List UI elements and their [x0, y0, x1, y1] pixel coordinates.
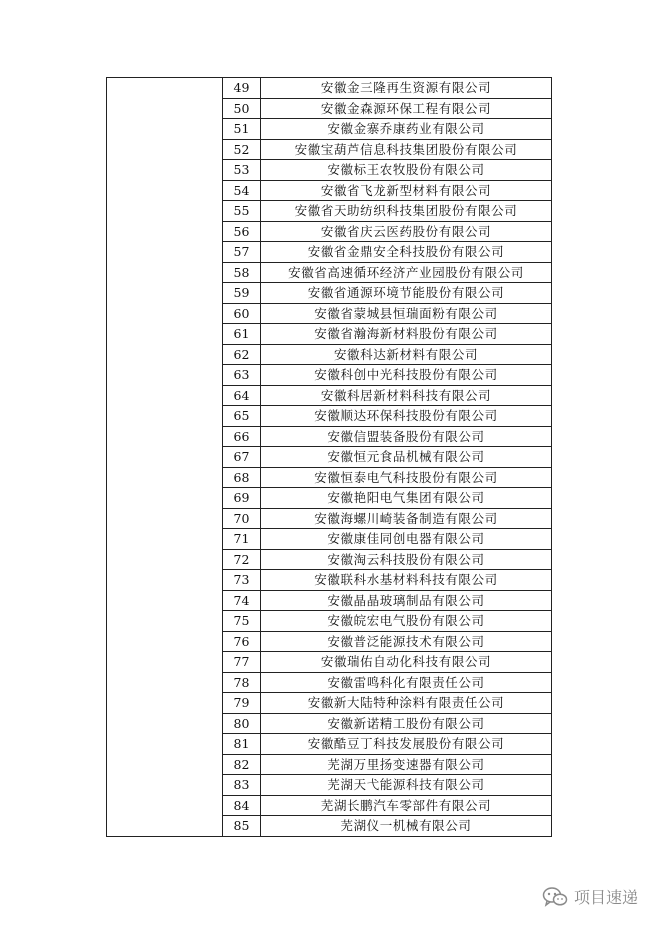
company-name: 安徽省蒙城县恒瑞面粉有限公司 [261, 303, 552, 324]
company-name: 安徽标王农牧股份有限公司 [261, 160, 552, 181]
row-number: 74 [223, 590, 261, 611]
row-number: 66 [223, 426, 261, 447]
company-name: 安徽科达新材料有限公司 [261, 344, 552, 365]
row-number: 73 [223, 570, 261, 591]
row-number: 85 [223, 816, 261, 837]
row-number: 57 [223, 242, 261, 263]
company-name: 安徽金森源环保工程有限公司 [261, 98, 552, 119]
row-number: 75 [223, 611, 261, 632]
row-number: 53 [223, 160, 261, 181]
watermark [542, 885, 638, 908]
row-number: 81 [223, 734, 261, 755]
row-number: 63 [223, 365, 261, 386]
row-number: 72 [223, 549, 261, 570]
company-name: 安徽酷豆丁科技发展股份有限公司 [261, 734, 552, 755]
row-number: 51 [223, 119, 261, 140]
row-number: 76 [223, 631, 261, 652]
row-number: 62 [223, 344, 261, 365]
row-number: 84 [223, 795, 261, 816]
company-name: 安徽恒泰电气科技股份有限公司 [261, 467, 552, 488]
table-row [107, 78, 552, 99]
row-number: 80 [223, 713, 261, 734]
company-name: 安徽科居新材料科技有限公司 [261, 385, 552, 406]
table-body [107, 78, 552, 837]
row-number: 52 [223, 139, 261, 160]
company-name: 安徽省天助纺织科技集团股份有限公司 [261, 201, 552, 222]
company-name: 安徽晶晶玻璃制品有限公司 [261, 590, 552, 611]
company-name: 安徽联科水基材料科技有限公司 [261, 570, 552, 591]
row-number: 54 [223, 180, 261, 201]
company-name: 安徽省金鼎安全科技股份有限公司 [261, 242, 552, 263]
row-number: 82 [223, 754, 261, 775]
row-number: 68 [223, 467, 261, 488]
row-number: 78 [223, 672, 261, 693]
row-number: 59 [223, 283, 261, 304]
row-number: 65 [223, 406, 261, 427]
company-name: 芜湖长鹏汽车零部件有限公司 [261, 795, 552, 816]
company-name: 安徽艳阳电气集团有限公司 [261, 488, 552, 509]
row-number: 79 [223, 693, 261, 714]
watermark-text: 项目速递 [574, 888, 639, 907]
company-list-table [106, 77, 552, 837]
company-name: 芜湖万里扬变速器有限公司 [261, 754, 552, 775]
row-number: 56 [223, 221, 261, 242]
row-number: 83 [223, 775, 261, 796]
company-name: 安徽瑞佑自动化科技有限公司 [261, 652, 552, 673]
company-name: 安徽省飞龙新型材料有限公司 [261, 180, 552, 201]
company-name: 安徽顺达环保科技股份有限公司 [261, 406, 552, 427]
row-number: 58 [223, 262, 261, 283]
company-name: 安徽信盟装备股份有限公司 [261, 426, 552, 447]
company-name: 安徽金三隆再生资源有限公司 [261, 78, 552, 99]
row-number: 67 [223, 447, 261, 468]
company-name: 安徽省高速循环经济产业园股份有限公司 [261, 262, 552, 283]
row-number: 49 [223, 78, 261, 99]
company-name: 安徽淘云科技股份有限公司 [261, 549, 552, 570]
row-number: 71 [223, 529, 261, 550]
row-number: 64 [223, 385, 261, 406]
wechat-icon [542, 886, 568, 908]
row-number: 77 [223, 652, 261, 673]
company-name: 安徽省通源环境节能股份有限公司 [261, 283, 552, 304]
company-name: 安徽宝葫芦信息科技集团股份有限公司 [261, 139, 552, 160]
row-number: 61 [223, 324, 261, 345]
company-name: 芜湖仪一机械有限公司 [261, 816, 552, 837]
company-name: 安徽皖宏电气股份有限公司 [261, 611, 552, 632]
company-name: 安徽新大陆特种涂料有限责任公司 [261, 693, 552, 714]
category-cell [107, 78, 223, 837]
row-number: 69 [223, 488, 261, 509]
company-name: 安徽省庆云医药股份有限公司 [261, 221, 552, 242]
company-name: 安徽科创中光科技股份有限公司 [261, 365, 552, 386]
company-name: 安徽普泛能源技术有限公司 [261, 631, 552, 652]
company-name: 芜湖天弋能源科技有限公司 [261, 775, 552, 796]
company-name: 安徽海螺川崎装备制造有限公司 [261, 508, 552, 529]
company-name: 安徽康佳同创电器有限公司 [261, 529, 552, 550]
row-number: 50 [223, 98, 261, 119]
row-number: 60 [223, 303, 261, 324]
row-number: 55 [223, 201, 261, 222]
row-number: 70 [223, 508, 261, 529]
company-name: 安徽金寨乔康药业有限公司 [261, 119, 552, 140]
company-name: 安徽省瀚海新材料股份有限公司 [261, 324, 552, 345]
company-name: 安徽雷鸣科化有限责任公司 [261, 672, 552, 693]
company-name: 安徽恒元食品机械有限公司 [261, 447, 552, 468]
company-name: 安徽新诺精工股份有限公司 [261, 713, 552, 734]
